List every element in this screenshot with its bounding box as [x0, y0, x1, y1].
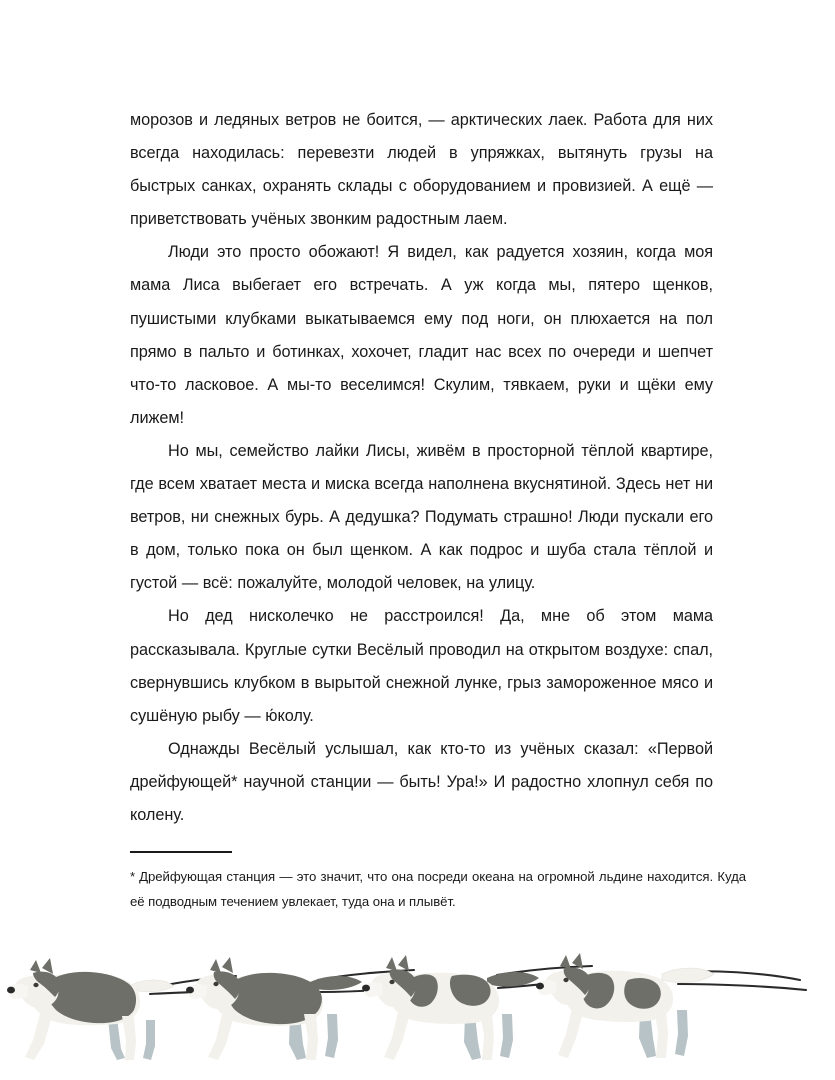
sled-dog-2	[186, 957, 362, 1060]
dog2-tail	[310, 976, 362, 990]
dog3-ear-far	[386, 957, 397, 971]
dog1-nose	[7, 987, 15, 994]
sled-dog-4	[536, 953, 714, 1058]
footnote-separator-rule	[130, 851, 232, 853]
dog2-nose	[186, 987, 194, 994]
footnote-body: Дрейфующая станция — это значит, что она посреди океана на огромной льдине находится. Куда её подводным течением увлекает, туда она и плывёт.	[130, 869, 746, 909]
footnote-text	[130, 865, 746, 914]
dog4-eye	[563, 978, 568, 982]
dog1-ear-far	[30, 960, 41, 973]
dog3-ear-near	[398, 955, 409, 971]
paragraph-1: морозов и ледяных ветров не боится, — арктических лаек. Работа для них всегда находилась: перевезти людей в упряжках, вытянуть грузы на быстрых санках, охранять склады с оборудованием и провизией. А ещё — приветствовать учёных звонким радостным лаем.	[130, 111, 713, 229]
paragraph-3: Но мы, семейство лайки Лисы, живём в просторной тёплой квартире, где всем хватает места и миска всегда наполнена вкуснятиной. Здесь нет ни ветров, ни снежных бурь. А дедушка? Подумать страшно! Люди пускали его в дом, только пока он был щенком. А как подрос и шуба стала тёплой и густой — всё: пожалуйте, молодой человек, на улицу.	[130, 441, 713, 593]
body-text-column	[130, 104, 713, 832]
dog4-tail	[662, 968, 714, 983]
sled-dog-1	[7, 958, 174, 1060]
dog4-nose	[536, 983, 544, 990]
paragraph-5: Однажды Весёлый услышал, как кто-то из учёных сказал: «Первой дрейфующей* научной станции — быть! Ура!» И радостно хлопнул себя по колену.	[130, 739, 713, 824]
footnote-marker: *	[130, 869, 136, 884]
paragraph-2: Люди это просто обожают! Я видел, как радуется хозяин, когда моя мама Лиса выбегает его встречать. А уж когда мы, пятеро щенков, пушистыми клубками выкатываемся ему под ноги, он плюхается на пол прямо в пальто и ботинках, хохочет, гладит нас всех по очереди и шепчет что-то ласковое. А мы-то веселимся! Скулим, тявкаем, руки и щёки ему лижем!	[130, 243, 713, 427]
footnote-block	[130, 851, 746, 914]
dog2-ear-near	[222, 957, 233, 973]
dog3-eye	[389, 980, 394, 984]
sled-dog-team-illustration	[0, 930, 835, 1080]
dog1-tail	[131, 980, 174, 992]
dog1-ear-near	[42, 958, 53, 974]
dog2-ear-far	[210, 959, 221, 973]
dog3-nose	[362, 985, 370, 992]
dog2-eye	[213, 982, 218, 986]
dog1-eye	[33, 983, 38, 987]
paragraph-4: Но дед нисколечко не расстроился! Да, мне об этом мама рассказывала. Круглые сутки Весёлый проводил на открытом воздухе: спал, свернувшись клубком в вырытой снежной лунке, грыз замороженное мясо и сушёную рыбу — ю́колу.	[130, 607, 713, 725]
